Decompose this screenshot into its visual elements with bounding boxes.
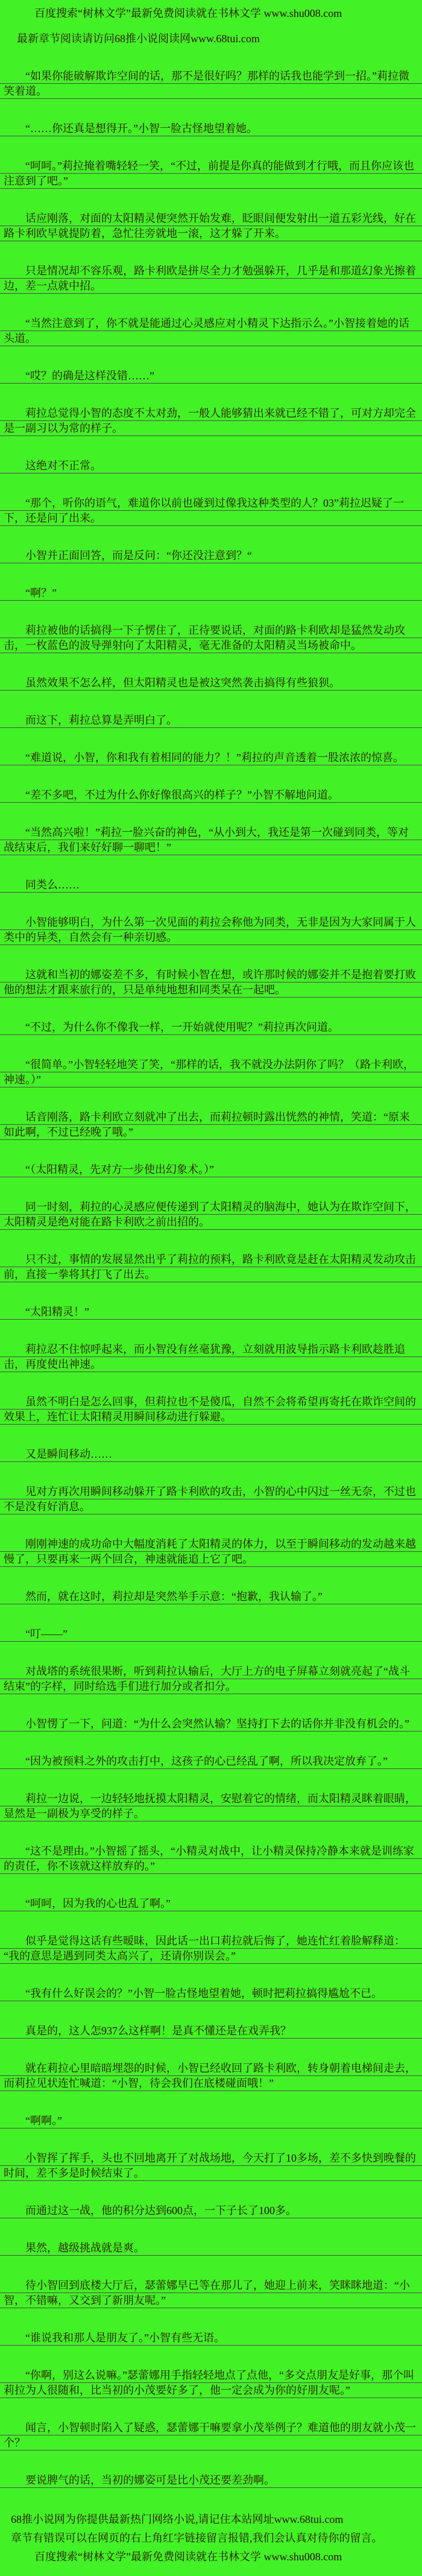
novel-paragraph: 要说脾气的话，当初的娜姿可是比小茂还要差劲啊。 — [0, 2473, 422, 2488]
footer-site-line-2: 章节有错误可以在网页的右上角红字链接留言报错,我们会认真对待你的留言。 — [11, 2532, 383, 2544]
novel-paragraph: 又是瞬间移动…… — [0, 1447, 422, 1462]
novel-paragraph: 就在莉拉心里暗暗埋怨的时候，小智已经收回了路卡利欧，转身朝着电梯间走去，而莉拉见状连忙喊道：“小智，待会我们在底楼碰面哦！” — [0, 2061, 422, 2091]
novel-paragraph: “啊啊。” — [0, 2113, 422, 2128]
novel-paragraph: 这绝对不正常。 — [0, 458, 422, 473]
novel-paragraph: “（太阳精灵，先对方一步使出幻象术。）” — [0, 1162, 422, 1177]
novel-paragraph: “哎？的确是这样没错……” — [0, 369, 422, 384]
novel-paragraph: “难道说，小智，你和我有着相同的能力？！”莉拉的声音透着一股浓浓的惊喜。 — [0, 750, 422, 765]
novel-paragraph: “谁说我和那人是朋友了。”小智有些无语。 — [0, 2331, 422, 2346]
novel-paragraph: “那个，听你的语气，难道你以前也碰到过像我这种类型的人？03”莉拉迟疑了一下，还是问了出来。 — [0, 496, 422, 526]
novel-paragraph: 真是的，这人怎937么这样啊！是真不懂还是在戏弄我？ — [0, 2024, 422, 2039]
novel-paragraph: 同类么…… — [0, 878, 422, 893]
novel-paragraph: 然而，就在这时，莉拉却是突然举手示意：“抱歉，我认输了。” — [0, 1589, 422, 1604]
novel-paragraph: 虽然效果不怎么样，但太阳精灵也是被这突然袭击搞得有些狼狈。 — [0, 676, 422, 691]
novel-paragraph: 而通过这一战，他的积分达到600点，一下子长了100多。 — [0, 2203, 422, 2218]
novel-paragraph: 闻言，小智顿时陷入了疑惑，瑟蕾娜干嘛要拿小茂举例子？难道他的朋友就小茂一个？ — [0, 2420, 422, 2451]
novel-paragraph: 莉拉总觉得小智的态度不太对劲，一般人能够猜出来就已经不错了，可对方却完全是一副习以为常的样子。 — [0, 406, 422, 436]
novel-paragraph: 似乎是觉得这话有些暧昧，因此话一出口莉拉就后悔了，她连忙红着脸解释道：“我的意思是遇到同类太高兴了，还请你别误会。” — [0, 1934, 422, 1964]
novel-paragraph: 小智愣了一下，问道：“为什么会突然认输？坚持打下去的话你并非没有机会的。” — [0, 1717, 422, 1732]
novel-paragraph: “你啊，别这么说嘛。”瑟蕾娜用手指轻轻地点了点他，“多交点朋友是好事，那个叫莉拉为人很随和，比当初的小茂要好多了，他一定会成为你的好朋友呢。” — [0, 2368, 422, 2398]
novel-paragraph: 只是情况却不容乐观，路卡利欧是拼尽全力才勉强躲开，几乎是和那道幻象光擦着边，差一点就中招。 — [0, 264, 422, 294]
novel-paragraph: “啊？” — [0, 586, 422, 601]
novel-paragraph: 小智挥了挥手，头也不回地离开了对战场地，今天打了10多场，差不多快到晚餐的时间，差不多是时候结束了。 — [0, 2151, 422, 2181]
novel-paragraph: 小智并正面回答，而是反问：“你还没注意到？“ — [0, 548, 422, 563]
novel-paragraph: “当然注意到了，你不就是能通过心灵感应对小精灵下达指示么。”小智接着她的话头道。 — [0, 316, 422, 346]
novel-paragraph: 待小智回到底楼大厅后，瑟蕾娜早已等在那儿了，她迎上前来，笑眯眯地道：“小智，不错嘛，又交到了新朋友呢。” — [0, 2278, 422, 2308]
novel-paragraph: 对战塔的系统很果断，听到莉拉认输后，大厅上方的电子屏幕立刻就亮起了“战斗结束”的字样，同时给选手们进行加分或者扣分。 — [0, 1664, 422, 1694]
novel-paragraph: “叮——” — [0, 1627, 422, 1642]
novel-paragraph: 果然，越级挑战就是爽。 — [0, 2241, 422, 2256]
page-header — [0, 0, 422, 46]
novel-paragraph: “不过，为什么你不像我一样，一开始就使用呢？”莉拉再次问道。 — [0, 1020, 422, 1035]
novel-paragraph: “如果你能破解欺诈空间的话，那不是很好吗？那样的话我也能学到一招。”莉拉微笑着道。 — [0, 69, 422, 99]
novel-paragraph: 而这下，莉拉总算是弄明白了。 — [0, 713, 422, 728]
novel-paragraph: “这不是理由。”小智摇了摇头，“小精灵对战中，让小精灵保持冷静本来就是训练家的责任，你不该就这样放弃的。” — [0, 1844, 422, 1874]
novel-paragraph: 只不过，事情的发展显然出乎了莉拉的预料，路卡利欧竟是赶在太阳精灵发动攻击前，直接一拳将其打飞了出去。 — [0, 1252, 422, 1282]
header-promo-line-1: 百度搜索“树林文学”最新免费阅读就在书林文学 www.shu008.com — [34, 7, 342, 19]
novel-paragraph: 小智能够明白，为什么第一次见面的莉拉会称他为同类，无非是因为大家同属于人类中的异类，自然会有一种亲切感。 — [0, 915, 422, 945]
novel-paragraph: “呵呵，因为我的心也乱了啊。” — [0, 1896, 422, 1911]
footer-promo-line: 百度搜索“树林文学”最新免费阅读就在书林文学 www.shu008.com — [34, 2551, 342, 2563]
novel-paragraph: 莉拉被他的话搞得一下子愣住了，正待要说话，对面的路卡利欧却是猛然发动攻击，一枚蓝色的波导弹射向了太阳精灵，毫无准备的太阳精灵当场被命中。 — [0, 623, 422, 653]
novel-paragraph: 刚刚神速的成功命中大幅度消耗了太阳精灵的体力，以至于瞬间移动的发动越来越慢了，只要再来一两个回合，神速就能追上它了吧。 — [0, 1537, 422, 1567]
novel-paragraph: “太阳精灵！” — [0, 1305, 422, 1320]
novel-paragraph: “差不多吧，不过为什么你好像很高兴的样子？”小智不解地问道。 — [0, 788, 422, 803]
novel-paragraph: 话应刚落，对面的太阳精灵便突然开始发难，眨眼间便发射出一道五彩光线，好在路卡利欧早就提防着，急忙往旁就地一滚，这才躲了开来。 — [0, 211, 422, 241]
novel-paragraph: “……你还真是想得开。”小智一脸古怪地望着她。 — [0, 121, 422, 136]
novel-paragraph: 见对方再次用瞬间移动躲开了路卡利欧的攻击，小智的心中闪过一丝无奈，不过也不是没有好消息。 — [0, 1484, 422, 1514]
novel-body — [0, 69, 422, 2488]
novel-paragraph: 这就和当初的娜姿差不多，有时候小智在想，或许那时候的娜姿并不是抱着要打败他的想法才跟来旅行的，只是单纯地想和同类呆在一起吧。 — [0, 967, 422, 998]
novel-paragraph: “因为被预料之外的攻击打中，这孩子的心已经乱了啊，所以我决定放弃了。” — [0, 1754, 422, 1769]
novel-paragraph: “很简单。”小智轻轻地笑了笑，“那样的话，我不就没办法阴你了吗？（路卡利欧，神速。）” — [0, 1057, 422, 1087]
novel-paragraph: 话音刚落，路卡利欧立刻就冲了出去，而莉拉顿时露出恍然的神情，笑道：“原来如此啊，不过已经晚了哦。” — [0, 1110, 422, 1140]
novel-paragraph: 虽然不明白是怎么回事，但莉拉也不是傻瓜，自然不会将希望再寄托在欺诈空间的效果上，连忙让太阳精灵用瞬间移动进行躲避。 — [0, 1394, 422, 1425]
novel-paragraph: “当然高兴啦！”莉拉一脸兴奋的神色，“从小到大，我还是第一次碰到同类，等对战结束后，我们来好好聊一聊吧！” — [0, 825, 422, 855]
novel-paragraph: 同一时刻，莉拉的心灵感应便传递到了太阳精灵的脑海中，她认为在欺诈空间下，太阳精灵是绝对能在路卡利欧之前出招的。 — [0, 1200, 422, 1230]
novel-paragraph: 莉拉一边说，一边轻轻地抚摸太阳精灵，安慰着它的情绪，而太阳精灵眯着眼睛，显然是一副极为享受的样子。 — [0, 1791, 422, 1821]
footer-site-line-1: 68推小说网为你提供最新热门网络小说,请记住本站网址www.68tui.com — [11, 2513, 344, 2525]
novel-paragraph: “呵呵。”莉拉掩着嘴轻轻一笑，“不过，前提是你真的能做到才行哦，而且你应该也注意到了吧。” — [0, 159, 422, 189]
header-promo-line-2: 最新章节阅读请访问68推小说阅读网www.68tui.com — [17, 33, 260, 45]
novel-paragraph: “我有什么好误会的？”小智一脸古怪地望着她，顿时把莉拉搞得尴尬不已。 — [0, 1986, 422, 2001]
novel-paragraph: 莉拉忍不住惊呼起来，而小智没有丝毫犹豫，立刻就用波导指示路卡利欧趁胜追击，再度使出神速。 — [0, 1342, 422, 1372]
page-footer — [0, 2510, 422, 2576]
